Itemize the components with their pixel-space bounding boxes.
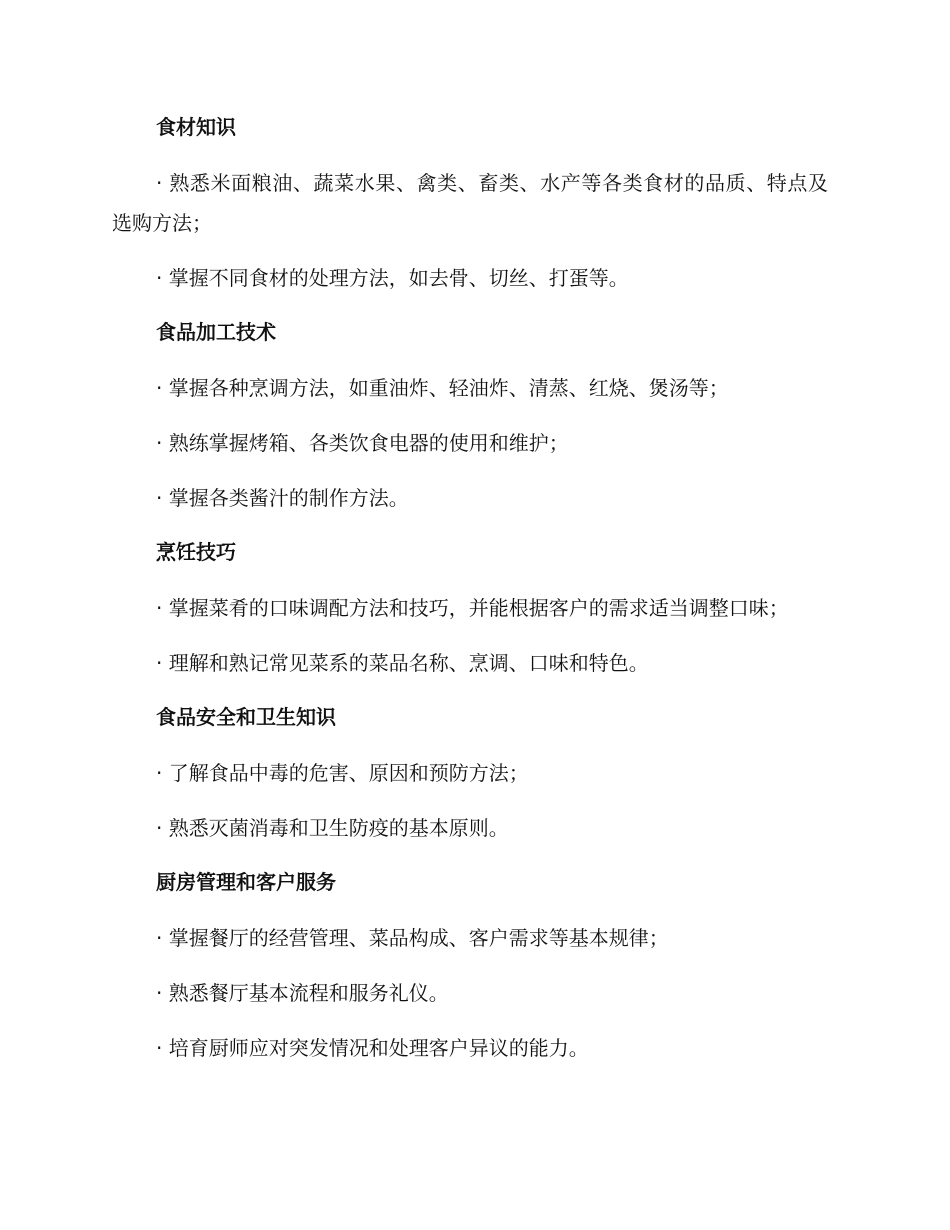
bullet-paragraph: · 理解和熟记常见菜系的菜品名称、烹调、口味和特色。 [156,651,649,675]
section-cooking-skills [112,533,828,683]
document-body [112,108,828,1083]
section-heading: 厨房管理和客户服务 [156,870,336,894]
bullet-paragraph: · 熟悉餐厅基本流程和服务礼仪。 [156,981,449,1005]
section-heading: 食品安全和卫生知识 [156,705,336,729]
bullet-paragraph: · 培育厨师应对突发情况和处理客户异议的能力。 [156,1036,589,1060]
section-food-safety [112,698,828,848]
section-ingredient-knowledge [112,108,828,298]
bullet-paragraph: · 熟练掌握烤箱、各类饮食电器的使用和维护； [156,431,569,455]
bullet-paragraph: · 掌握不同食材的处理方法，如去骨、切丝、打蛋等。 [156,266,629,290]
section-heading: 食品加工技术 [156,320,276,344]
section-heading: 食材知识 [156,115,236,139]
bullet-paragraph: · 掌握餐厅的经营管理、菜品构成、客户需求等基本规律； [156,926,669,950]
bullet-paragraph: · 掌握各类酱汁的制作方法。 [156,486,409,510]
section-food-processing [112,313,828,518]
bullet-paragraph: · 掌握各种烹调方法，如重油炸、轻油炸、清蒸、红烧、煲汤等； [156,376,729,400]
bullet-paragraph: · 了解食品中毒的危害、原因和预防方法； [156,761,529,785]
section-kitchen-management [112,863,828,1068]
section-heading: 烹饪技巧 [156,540,236,564]
bullet-paragraph: · 掌握菜肴的口味调配方法和技巧，并能根据客户的需求适当调整口味； [156,596,789,620]
bullet-paragraph: · 熟悉灭菌消毒和卫生防疫的基本原则。 [156,816,509,840]
bullet-paragraph: · 熟悉米面粮油、蔬菜水果、禽类、畜类、水产等各类食材的品质、特点及选购方法； [112,171,828,235]
